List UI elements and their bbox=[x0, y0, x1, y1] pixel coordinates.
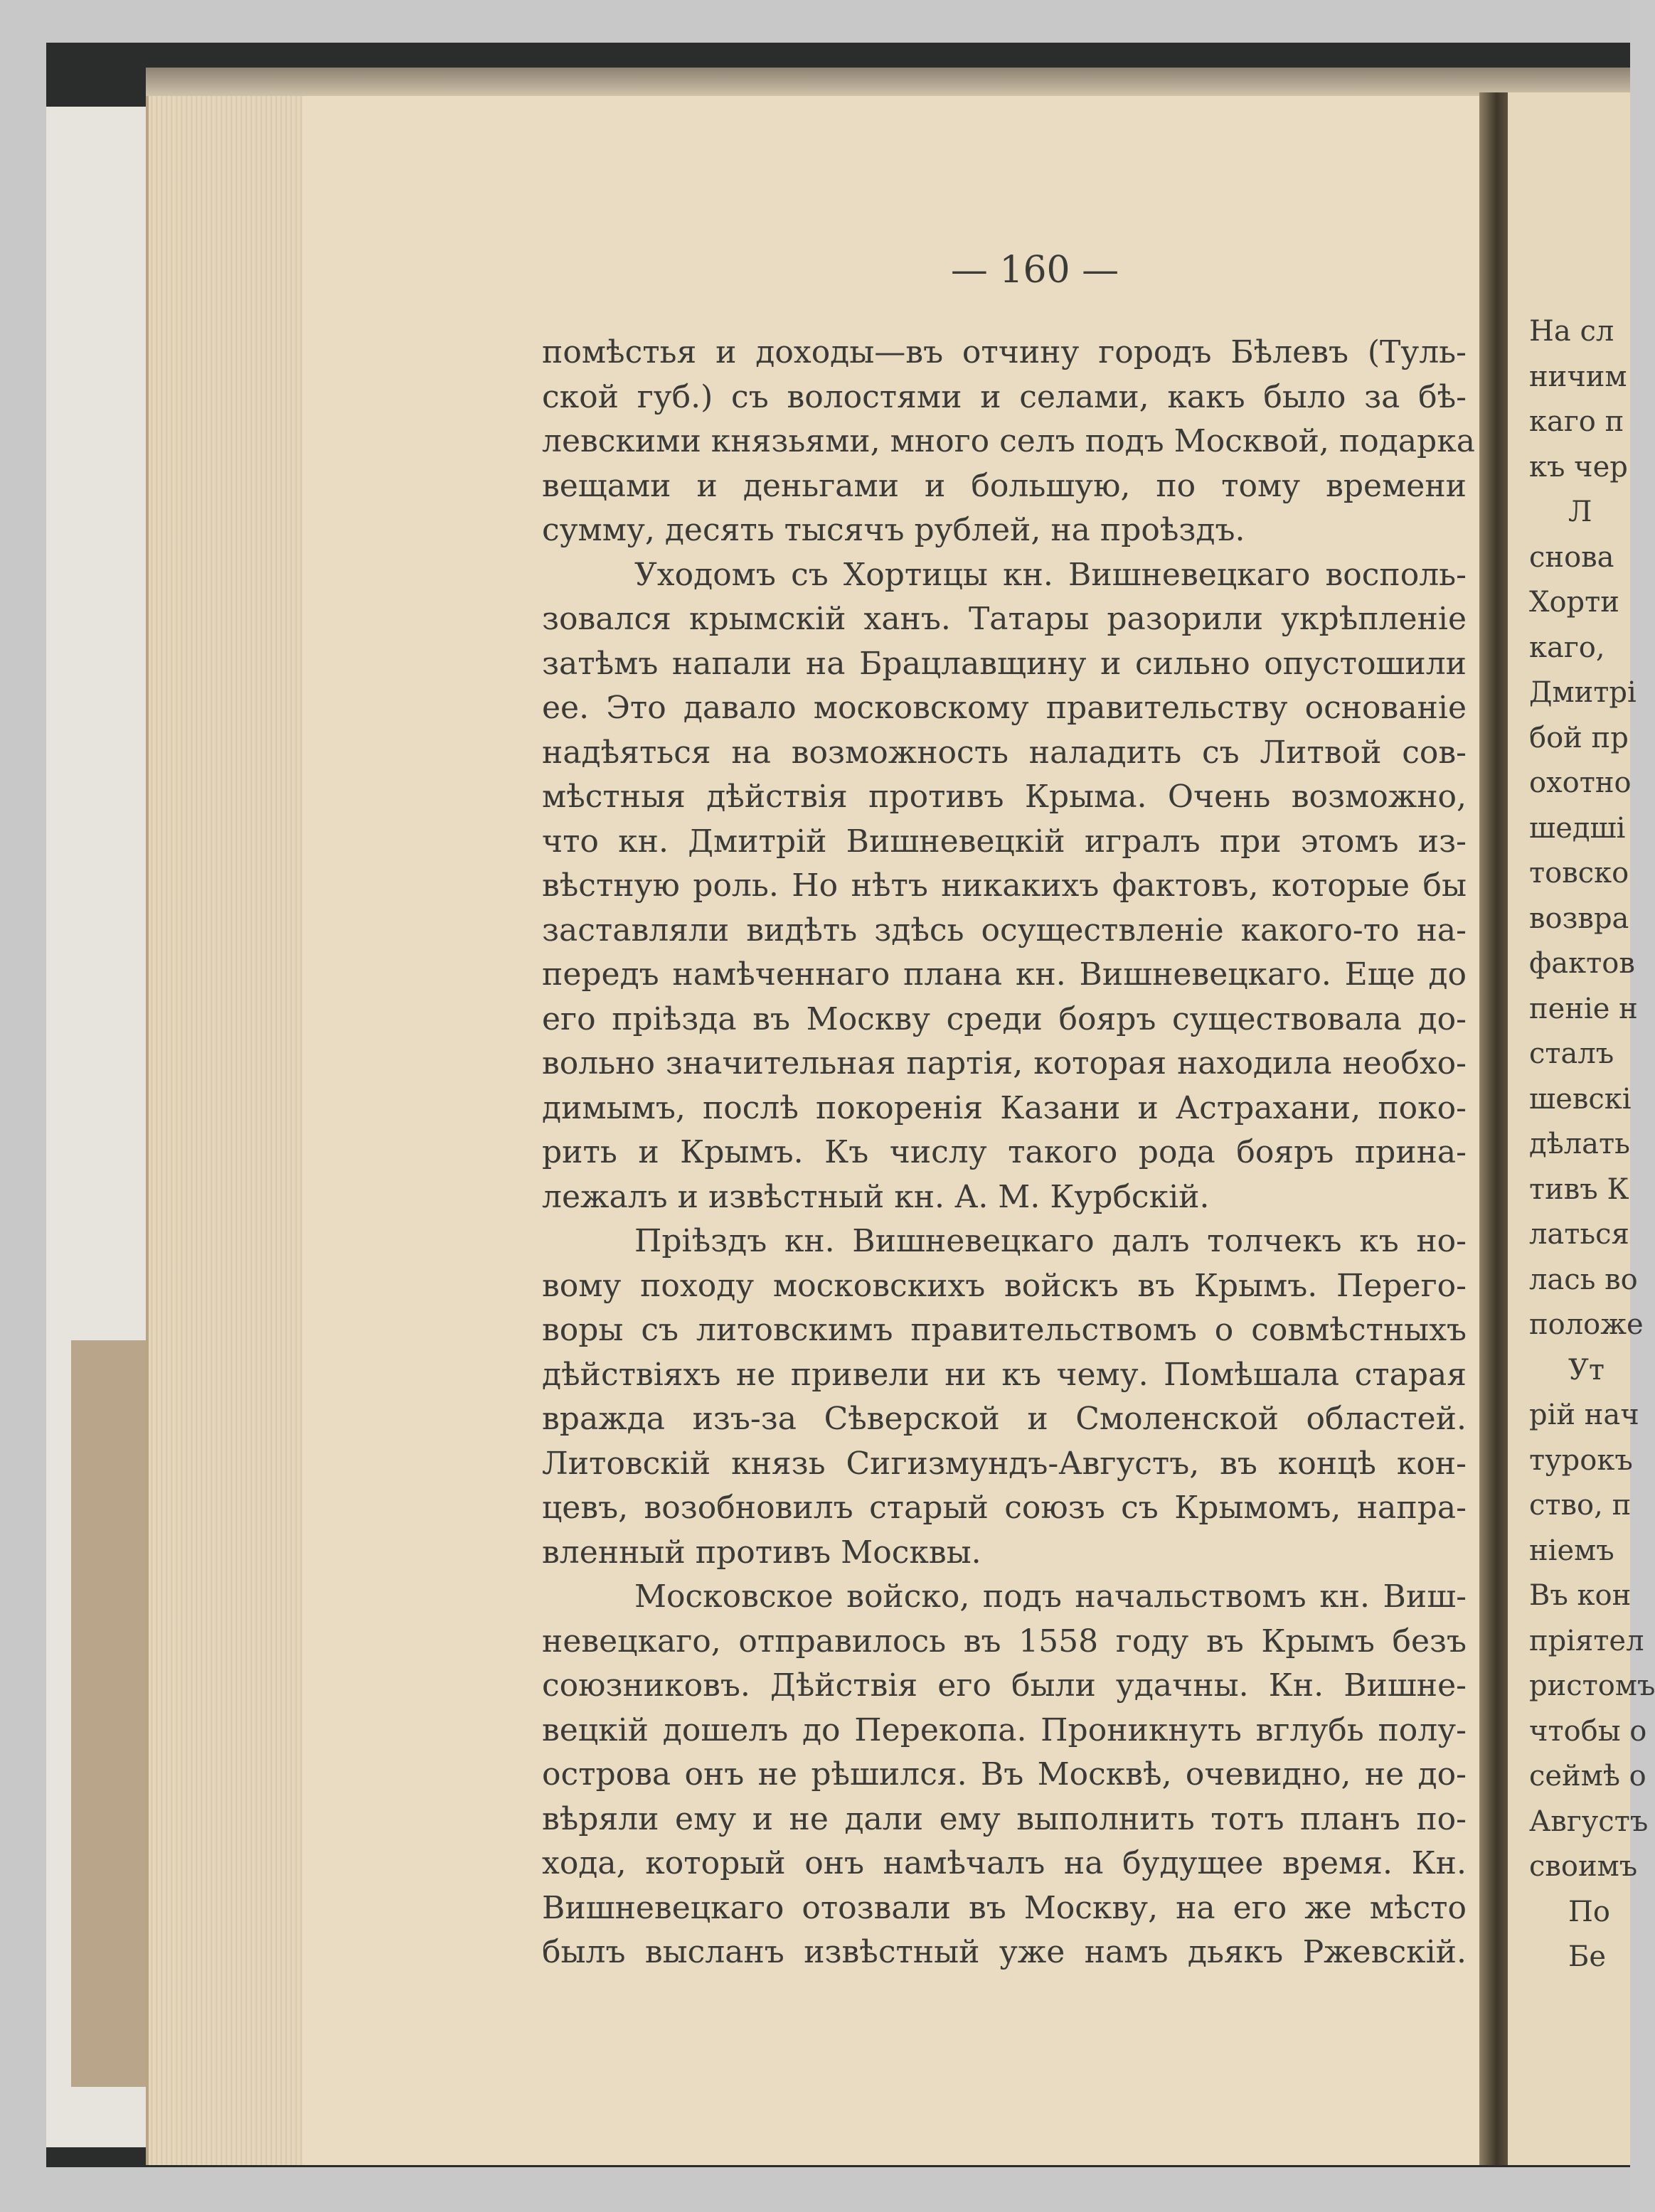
text-line: сумму, десять тысячъ рублей, на проѣздъ. bbox=[542, 512, 1245, 548]
right-text-fragment: Ут bbox=[1568, 1353, 1605, 1386]
text-line: димымъ, послѣ покоренія Казани и Астрахани, поко- bbox=[542, 1089, 1467, 1126]
text-line: вленный противъ Москвы. bbox=[542, 1534, 981, 1571]
main-text-block bbox=[542, 331, 1475, 1975]
text-line: надѣяться на возможность наладить съ Литвой сов- bbox=[542, 734, 1467, 771]
text-line: цевъ, возобновилъ старый союзъ съ Крымомъ, напра- bbox=[542, 1490, 1467, 1526]
right-text-fragment: ство, п bbox=[1529, 1489, 1632, 1522]
text-line: вещами и деньгами и большую, по тому времени bbox=[542, 467, 1467, 504]
right-text-fragment: каго п bbox=[1529, 405, 1624, 438]
right-text-fragment: Въ кон bbox=[1529, 1579, 1632, 1612]
text-line: его пріѣзда въ Москву среди бояръ существовала до- bbox=[542, 1000, 1467, 1037]
right-text-fragment: своимъ bbox=[1529, 1850, 1638, 1883]
right-text-fragment: къ чер bbox=[1529, 450, 1628, 483]
text-line: Вишневецкаго отозвали въ Москву, на его же мѣсто bbox=[542, 1889, 1467, 1926]
text-line: левскими князьями, много селъ подъ Москвой, подарка bbox=[542, 423, 1475, 459]
right-text-fragment: фактов bbox=[1529, 947, 1635, 980]
right-text-fragment: Хорти bbox=[1529, 586, 1619, 619]
right-text-fragment: ничим bbox=[1529, 360, 1627, 393]
text-line: воры съ литовскимъ правительствомъ о совмѣстныхъ bbox=[542, 1312, 1467, 1348]
text-line: вѣстную роль. Но нѣтъ никакихъ фактовъ, которые бы bbox=[542, 867, 1467, 904]
text-line: Уходомъ съ Хортицы кн. Вишневецкаго восполь- bbox=[634, 556, 1467, 593]
text-line: Московское войско, подъ начальствомъ кн. Виш- bbox=[634, 1578, 1467, 1615]
right-text-fragment: По bbox=[1568, 1895, 1610, 1928]
right-text-fragment: пеніе н bbox=[1529, 992, 1638, 1025]
right-text-fragment: На сл bbox=[1529, 315, 1614, 348]
right-text-fragment: чтобы о bbox=[1529, 1714, 1647, 1748]
right-text-fragment: ристомъ bbox=[1529, 1669, 1655, 1702]
text-line: ской губ.) съ волостями и селами, какъ было за бѣ- bbox=[542, 378, 1467, 415]
right-text-fragment: снова bbox=[1529, 540, 1614, 574]
right-text-fragment: положе bbox=[1529, 1308, 1644, 1341]
text-line: союзниковъ. Дѣйствія его были удачны. Кн. Вишне- bbox=[542, 1667, 1467, 1704]
right-text-fragment: сталъ bbox=[1529, 1037, 1614, 1070]
cover-board bbox=[71, 1340, 149, 2087]
right-text-fragment: Л bbox=[1568, 496, 1592, 528]
right-text-fragment: шедші bbox=[1529, 811, 1626, 845]
right-text-fragment: Бе bbox=[1568, 1940, 1607, 1973]
text-line: Пріѣздъ кн. Вишневецкаго далъ толчекъ къ но- bbox=[634, 1223, 1467, 1259]
right-text-fragment: турокъ bbox=[1529, 1443, 1633, 1477]
top-shadow bbox=[146, 68, 1630, 96]
right-text-fragment: охотно bbox=[1529, 766, 1632, 799]
right-text-fragment: дѣлать bbox=[1529, 1128, 1630, 1160]
right-text-fragment: Дмитрі bbox=[1529, 676, 1637, 709]
text-line: хода, который онъ намѣчалъ на будущее время. Кн. bbox=[542, 1845, 1467, 1881]
page-stack-edges bbox=[146, 68, 309, 2165]
text-line: острова онъ не рѣшился. Въ Москвѣ, очевидно, не до- bbox=[542, 1756, 1467, 1792]
right-text-fragment: пріятел bbox=[1529, 1624, 1644, 1657]
text-line: помѣстья и доходы—въ отчину городъ Бѣлевъ (Туль- bbox=[542, 334, 1467, 370]
text-line: мѣстныя дѣйствія противъ Крыма. Очень возможно, bbox=[542, 779, 1467, 815]
right-text-fragment: возвра bbox=[1529, 902, 1629, 935]
text-line: передъ намѣченнаго плана кн. Вишневецкаго. Еще до bbox=[542, 956, 1467, 993]
right-text-fragment: Августъ bbox=[1529, 1805, 1649, 1838]
right-text-fragment: ніемъ bbox=[1529, 1534, 1614, 1567]
text-line: Литовскій князь Сигизмундъ-Августъ, въ концѣ кон- bbox=[542, 1445, 1467, 1482]
right-text-fragment: тивъ К bbox=[1529, 1172, 1629, 1206]
right-text-fragment: шевскі bbox=[1529, 1082, 1632, 1116]
text-line: что кн. Дмитрій Вишневецкій игралъ при этомъ из- bbox=[542, 823, 1467, 860]
text-line: вому походу московскихъ войскъ въ Крымъ. Перего- bbox=[542, 1267, 1467, 1304]
right-text-fragment: сеймѣ о bbox=[1529, 1760, 1646, 1792]
text-line: лежалъ и извѣстный кн. А. М. Курбскій. bbox=[542, 1178, 1210, 1215]
right-text-fragment: рій нач bbox=[1529, 1399, 1639, 1431]
right-text-fragment: каго, bbox=[1529, 631, 1605, 664]
page-number: — 160 — bbox=[950, 249, 1119, 292]
text-line: вѣряли ему и не дали ему выполнить тотъ планъ по- bbox=[542, 1800, 1467, 1837]
text-line: вражда изъ-за Сѣверской и Смоленской областей. bbox=[542, 1401, 1467, 1437]
text-line: затѣмъ напали на Брацлавщину и сильно опустошили bbox=[542, 645, 1467, 682]
text-line: невецкаго, отправилось въ 1558 году въ Крымъ безъ bbox=[542, 1623, 1467, 1660]
right-text-fragment: бой пр bbox=[1529, 721, 1629, 754]
right-text-fragment: товско bbox=[1529, 857, 1629, 889]
text-line: вецкій дошелъ до Перекопа. Проникнуть вглубь полу- bbox=[542, 1711, 1467, 1748]
right-text-fragment: латься bbox=[1529, 1218, 1629, 1251]
right-text-fragment: лась во bbox=[1529, 1263, 1638, 1296]
text-line: ее. Это давало московскому правительству основаніе bbox=[542, 690, 1467, 726]
text-line: зовался крымскій ханъ. Татары разорили укрѣпленіе bbox=[542, 601, 1467, 637]
text-line: вольно значительная партія, которая находила необхо- bbox=[542, 1045, 1467, 1081]
text-line: заставляли видѣть здѣсь осуществленіе какого-то на- bbox=[542, 912, 1467, 949]
text-line: рить и Крымъ. Къ числу такого рода бояръ прина- bbox=[542, 1134, 1467, 1170]
text-line: былъ высланъ извѣстный уже намъ дьякъ Ржевскій. bbox=[542, 1934, 1467, 1970]
right-page-text bbox=[1529, 309, 1655, 1980]
book-gutter bbox=[1479, 92, 1508, 2165]
text-line: дѣйствіяхъ не привели ни къ чему. Помѣшала старая bbox=[542, 1356, 1467, 1393]
